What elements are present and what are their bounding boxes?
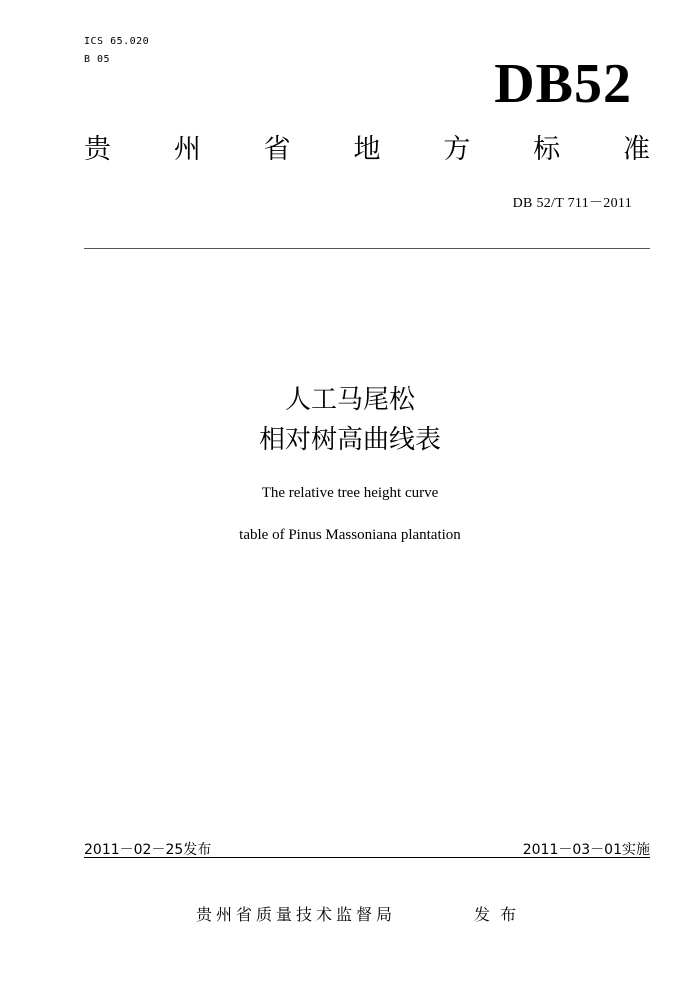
issue-date: 2011－02－25发布 (84, 842, 212, 858)
implementation-date: 2011－03－01实施 (522, 842, 650, 858)
standard-type-char: 贵 (84, 134, 111, 165)
chinese-title-line-2: 相对树高曲线表 (258, 425, 441, 455)
issuing-authority: 贵州省质量技术监督局 (196, 905, 397, 924)
standard-type-heading (84, 136, 650, 163)
standard-type-char: 地 (353, 134, 381, 165)
english-title (0, 482, 700, 546)
english-title-line-2: table of Pinus Massoniana plantation (239, 527, 461, 543)
issuing-action: 发布 (474, 905, 527, 924)
ics-code: ICS 65.020 (84, 36, 150, 47)
english-title-line-1: The relative tree height curve (261, 485, 439, 501)
footer-divider (84, 857, 650, 858)
standard-type-char: 省 (263, 134, 291, 165)
chinese-title (0, 380, 700, 460)
header-divider (84, 248, 650, 249)
standard-type-char: 标 (533, 134, 561, 165)
standard-mark: DB52 (494, 53, 632, 115)
standard-type-char: 准 (622, 134, 650, 165)
chinese-title-line-1: 人工马尾松 (284, 385, 415, 415)
classification-code: B 05 (84, 54, 111, 65)
standard-type-char: 州 (173, 134, 201, 165)
standard-number: DB 52/T 711－2011 (512, 196, 632, 211)
standard-type-char: 方 (443, 134, 471, 165)
